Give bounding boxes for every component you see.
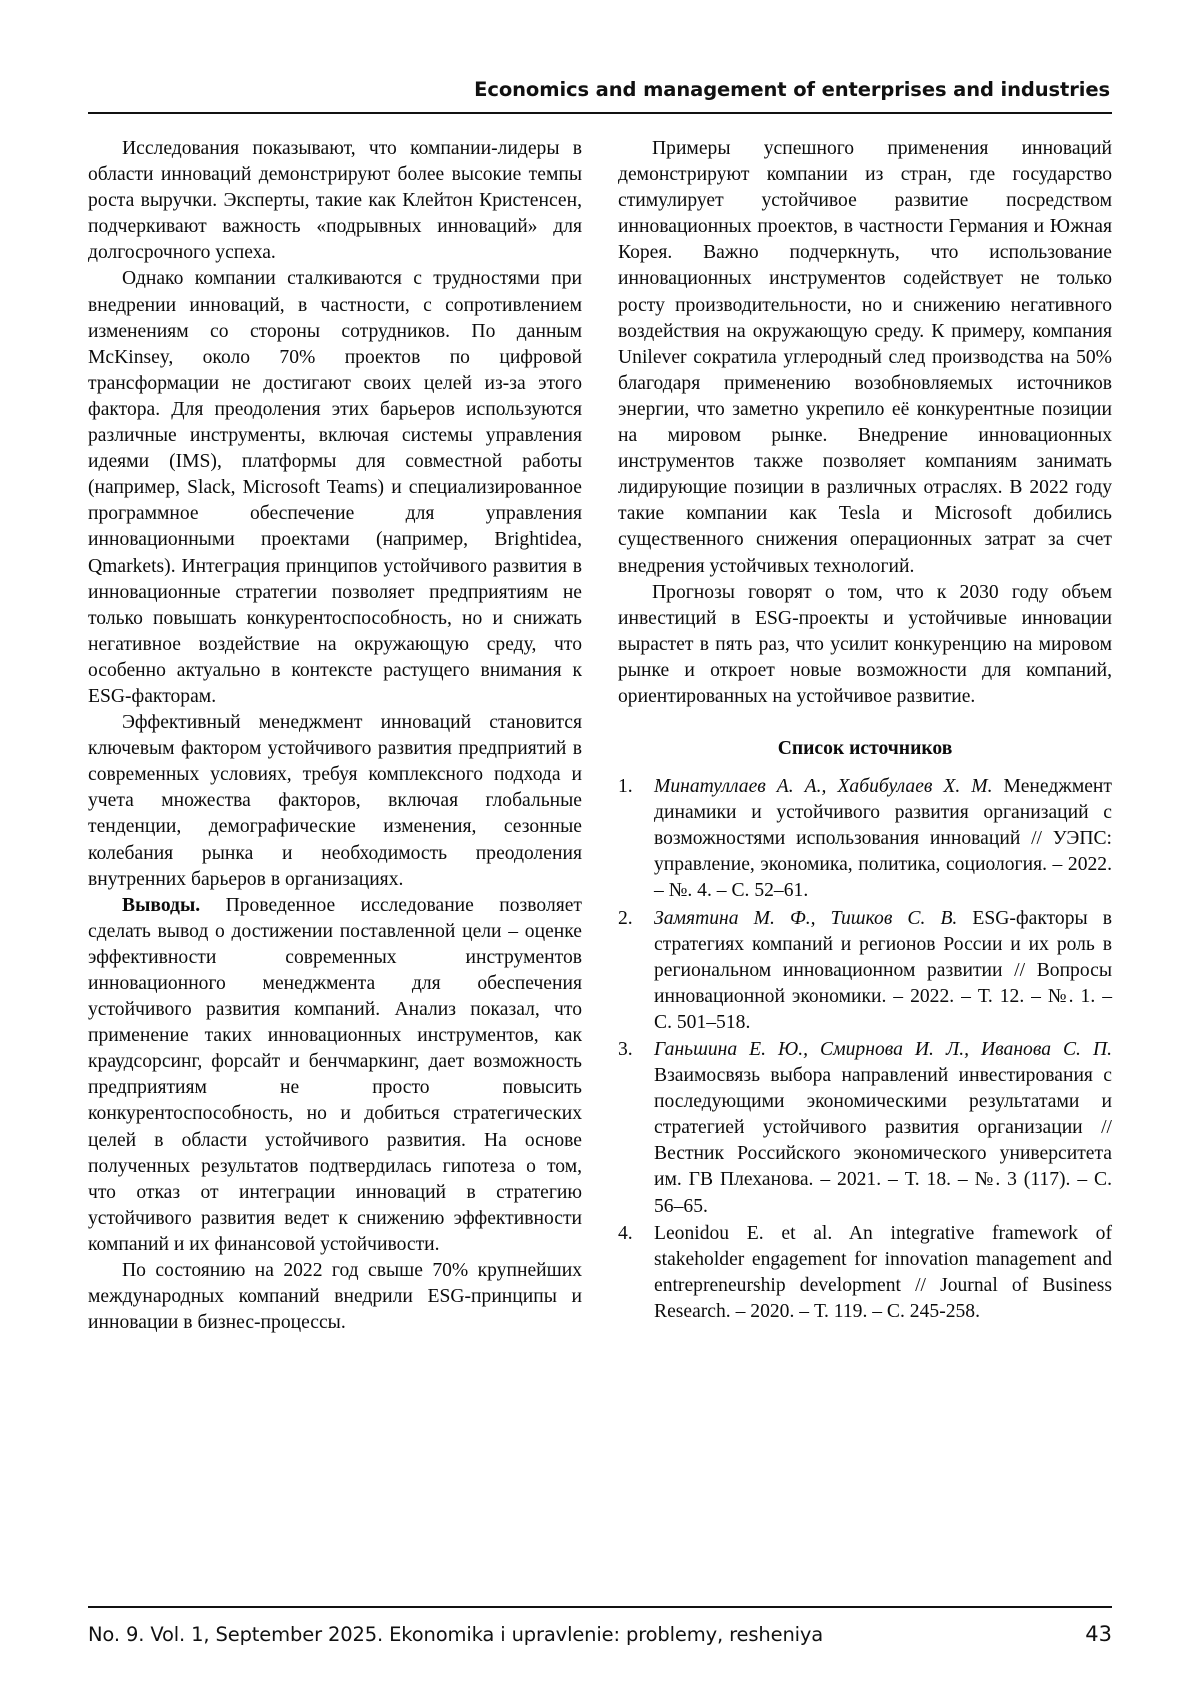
paragraph: По состоянию на 2022 год свыше 70% крупнейших международных компаний внедрили ESG-принципы и инновации в бизнес-процессы. [88,1260,582,1334]
references-heading: Список источников [777,738,953,760]
paragraph: Примеры успешного применения инноваций демонстрируют компании из стран, где государство стимулирует устойчивое развитие посредством инновационных проектов, в частности Германия и Южная Корея. Важно подчеркнуть, что использование инновационных инструментов содействует не только росту производительности, но и снижению негативного воздействия на окружающую среду. К примеру, компания Unilever сократила углеродный след производства на 50% благодаря применению возобновляемых источников энергии, что заметно укрепило её конкурентные позиции на мировом рынке. Внедрение инновационных инструментов также позволяет компаниям занимать лидирующие позиции в различных отраслях. В 2022 году такие компании как Tesla и Microsoft добились существенного снижения операционных затрат за счет внедрения устойчивых технологий. [618,138,1112,577]
reference-text: ESG-факторы в стратегиях компаний и регионов России и их роль в региональном инновационном развитии // Вопросы инновационной экономики. – 2022. – Т. 12. – №. 1. – С. 501–518. [654,907,1112,1033]
reference-authors: Замятина М. Ф., Тишков С. В. [654,907,958,929]
paragraph: Прогнозы говорят о том, что к 2030 году объем инвестиций в ESG-проекты и устойчивые инновации вырастет в пять раз, что усилит конкуренцию на мировом рынке и откроет новые возможности для компаний, ориентированных на устойчивое развитие. [618,581,1112,707]
reference-item [618,774,1112,904]
reference-authors: Ганьшина Е. Ю., Смирнова И. Л., Иванова С. П. [654,1039,1112,1060]
paragraph: Исследования показывают, что компании-лидеры в области инноваций демонстрируют более высокие темпы роста выручки. Эксперты, такие как Клейтон Кристенсен, подчеркивают важность «подрывных инноваций» для долгосрочного успеха. [88,138,582,264]
right-column [618,136,1112,1336]
reference-number: 4. [618,1222,633,1244]
reference-text: Взаимосвязь выбора направлений инвестирования с последующими экономическими результатами и стратегией устойчивого развития организации // Вестник Российского экономического университета им. ГВ Плеханова. – 2021. – Т. 18. – №. 3 (117). – С. 56–65. [654,1065,1112,1217]
paragraph: Эффективный менеджмент инноваций становится ключевым фактором устойчивого развития предприятий в современных условиях, требуя комплексного подхода и учета множества факторов, включая глобальные тенденции, демографические изменения, сезонные колебания рынка и необходимость преодоления внутренних барьеров в организациях. [88,712,582,890]
reference-text: Менеджмент динамики и устойчивого развития организаций с возможностями использования инноваций // УЭПС: управление, экономика, политика, социология. – 2022. – №. 4. – С. 52–61. [654,776,1112,902]
reference-number: 1. [618,776,633,798]
page-number: 43 [1085,1622,1112,1646]
reference-authors: Минатуллаев А. А., Хабибулаев Х. М. [654,776,993,798]
header-divider [88,112,1112,114]
paragraph: Однако компании сталкиваются с трудностями при внедрении инноваций, в частности, с сопротивлением изменениям со стороны сотрудников. По данным McKinsey, около 70% проектов по цифровой трансформации не достигают своих целей из-за этого фактора. Для преодоления этих барьеров используются различные инструменты, включая системы управления идеями (IMS), платформы для совместной работы (например, Slack, Microsoft Teams) и специализированное программное обеспечение для управления инновационными проектами (например, Brightidea, Qmarkets). Интеграция принципов устойчивого развития в инновационные стратегии позволяет предприятиям не только повышать конкурентоспособность, но и снижать негативное воздействие на окружающую среду, что особенно актуально в контексте растущего внимания к ESG-факторам. [88,268,582,707]
reference-item [618,1221,1112,1325]
footer-divider [88,1606,1112,1608]
journal-citation: No. 9. Vol. 1, September 2025. Ekonomika i upravlenie: problemy, resheniya [88,1623,824,1646]
conclusion-text: Проведенное исследование позволяет сделать вывод о достижении поставленной цели – оценке эффективности современных инструментов инновационного менеджмента для обеспечения устойчивого развития компаний. Анализ показал, что применение таких инновационных инструментов, как краудсорсинг, форсайт и бенчмаркинг, дает возможность предприятиям не просто повысить конкурентоспособность, но и добиться стратегических целей в области устойчивого развития. На основе полученных результатов подтвердилась гипотеза о том, что отказ от интеграции инноваций в стратегию устойчивого развития ведет к снижению эффективности компаний и их финансовой устойчивости. [88,894,582,1255]
reference-item [618,906,1112,1036]
running-head: Economics and management of enterprises and industries [474,78,1110,101]
references-list [618,774,1112,1325]
reference-number: 2. [618,907,633,929]
reference-text: Leonidou E. et al. An integrative framework of stakeholder engagement for innovation management and entrepreneurship development // Journal of Business Research. – 2020. – Т. 119. – С. 245-258. [654,1222,1112,1322]
left-column [88,136,582,1336]
reference-item [618,1037,1112,1220]
two-column-body [88,136,1112,1336]
reference-number: 3. [618,1039,633,1060]
conclusion-paragraph [88,893,582,1258]
page-footer [88,1606,1112,1646]
conclusion-label: Выводы. [122,894,201,916]
